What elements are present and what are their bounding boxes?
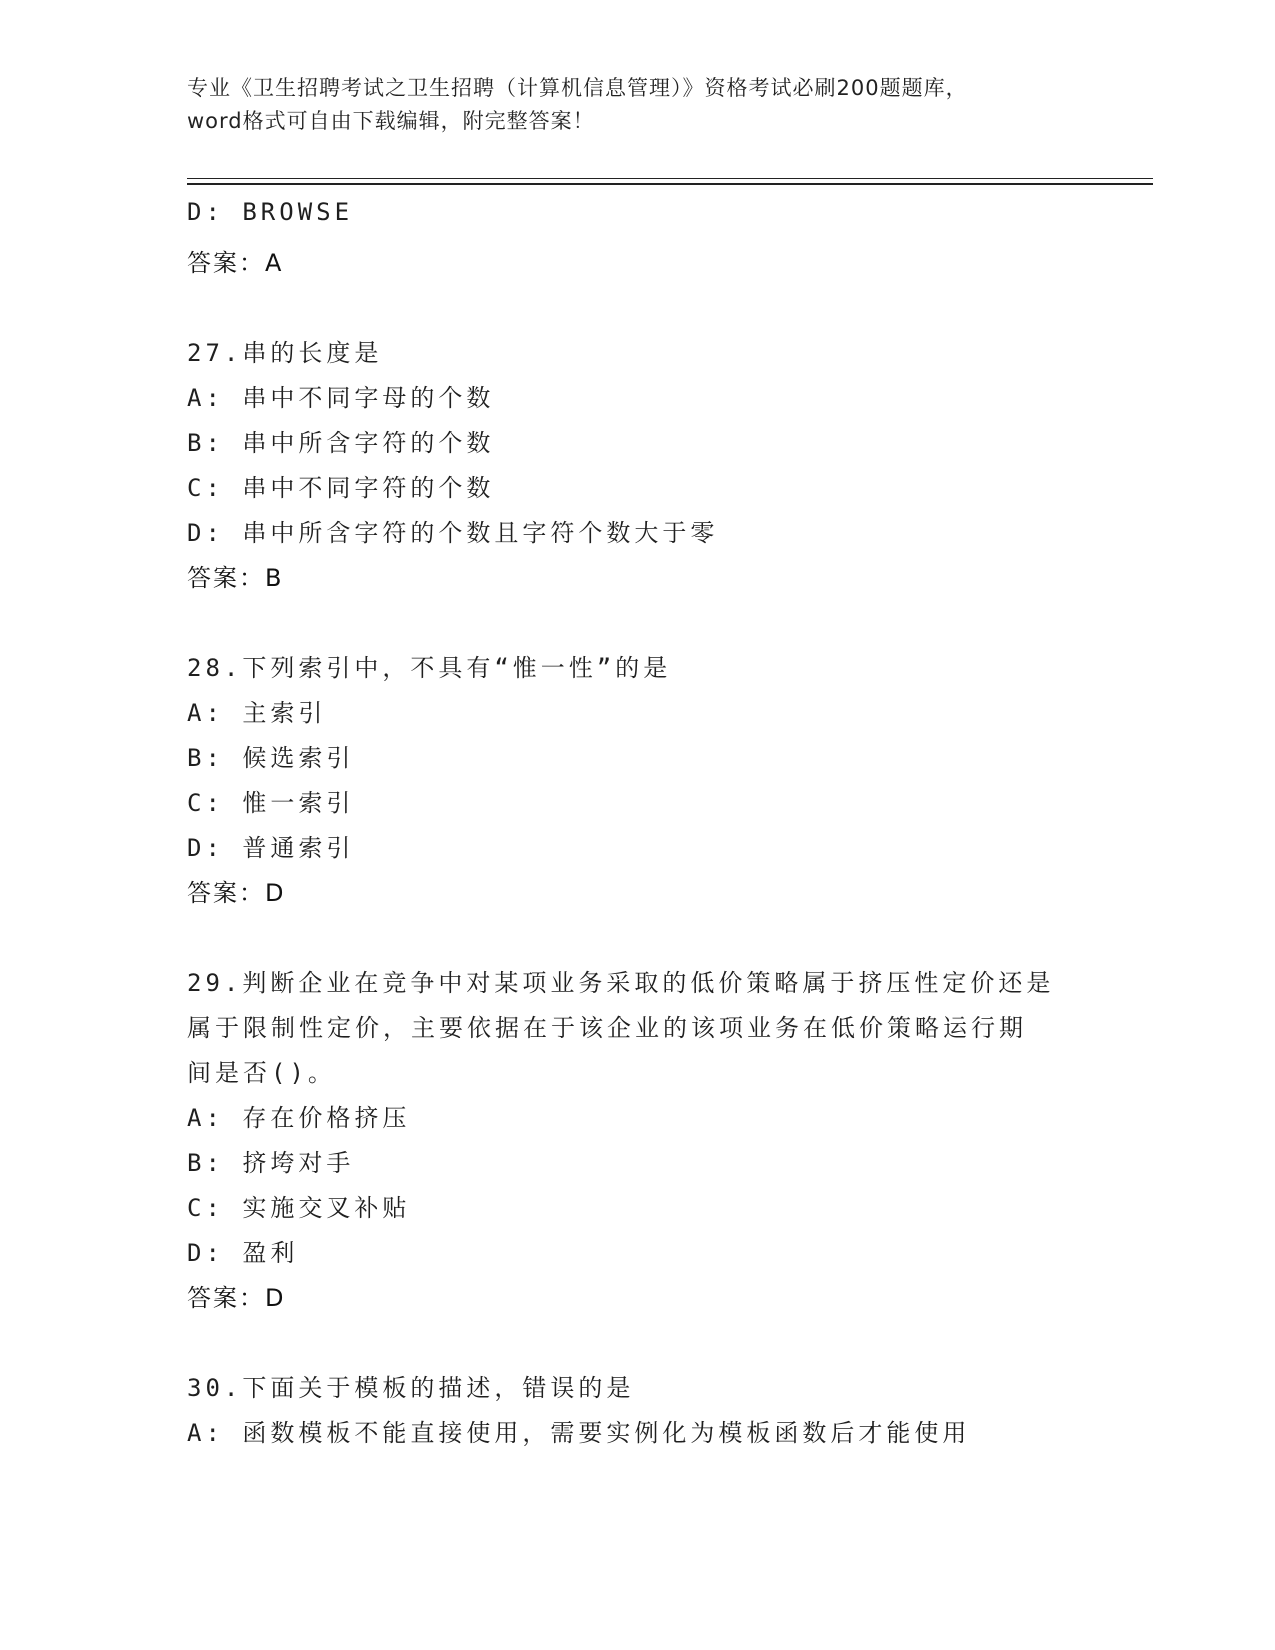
option-line: D: 普通索引 (187, 834, 355, 862)
option-line: A: 存在价格挤压 (187, 1104, 411, 1132)
question-text: 29.判断企业在竞争中对某项业务采取的低价策略属于挤压性定价还是 (187, 969, 1055, 997)
question-text: 28.下列索引中，不具有“惟一性”的是 (187, 654, 672, 682)
option-line: D: 盈利 (187, 1239, 299, 1267)
option-line: C: 串中不同字符的个数 (187, 474, 495, 502)
option-line: A: 串中不同字母的个数 (187, 384, 495, 412)
option-line: B: 串中所含字符的个数 (187, 429, 495, 457)
header-divider-thin (187, 178, 1153, 179)
answer-line: 答案：D (187, 879, 286, 907)
option-line: A: 函数模板不能直接使用，需要实例化为模板函数后才能使用 (187, 1419, 971, 1447)
option-line: A: 主索引 (187, 699, 327, 727)
header-divider-thick (187, 183, 1153, 185)
answer-line: 答案：B (187, 564, 284, 592)
option-line: C: 实施交叉补贴 (187, 1194, 411, 1222)
answer-line: 答案：D (187, 1284, 286, 1312)
option-line: C: 惟一索引 (187, 789, 355, 817)
document-header (187, 72, 1087, 138)
header-line-2: word格式可自由下载编辑，附完整答案！ (187, 109, 595, 133)
option-line: B: 候选索引 (187, 744, 355, 772)
question-text: 间是否()。 (187, 1059, 336, 1087)
question-text: 属于限制性定价，主要依据在于该企业的该项业务在低价策略运行期 (187, 1014, 1027, 1042)
option-line: D: BROWSE (187, 198, 354, 226)
question-text: 27.串的长度是 (187, 339, 383, 367)
option-line: B: 挤垮对手 (187, 1149, 355, 1177)
answer-line: 答案：A (187, 249, 284, 277)
question-text: 30.下面关于模板的描述，错误的是 (187, 1374, 635, 1402)
header-line-1: 专业《卫生招聘考试之卫生招聘（计算机信息管理）》资格考试必刷200题题库， (187, 76, 968, 100)
option-line: D: 串中所含字符的个数且字符个数大于零 (187, 519, 719, 547)
